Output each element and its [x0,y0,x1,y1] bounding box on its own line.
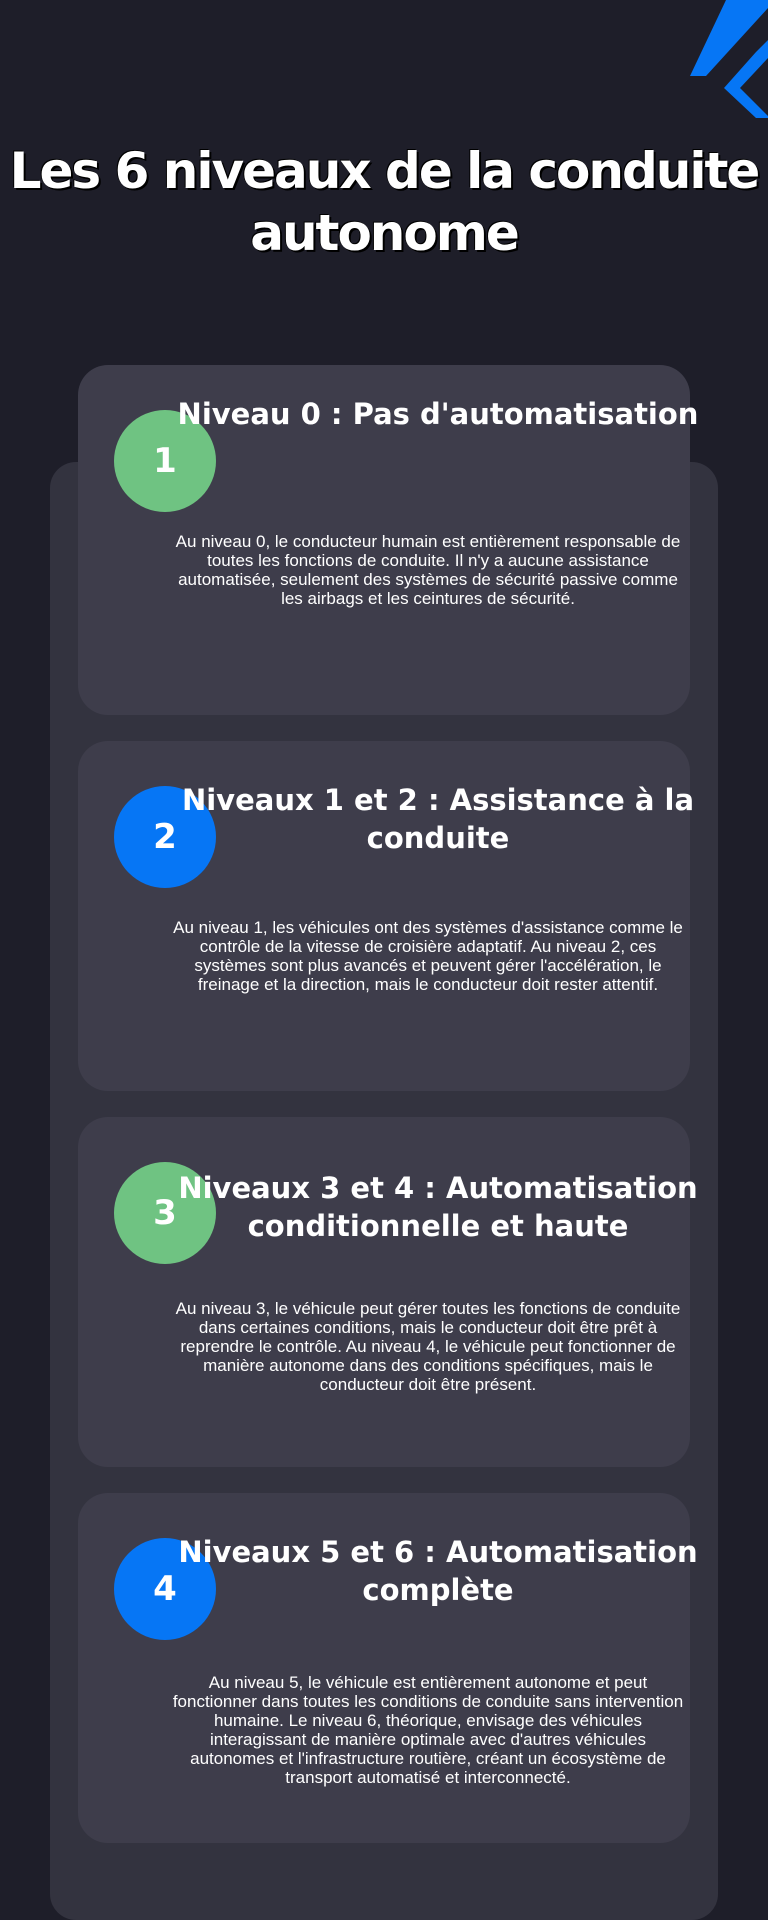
level-description: Au niveau 3, le véhicule peut gérer toutes les fonctions de conduite dans certaines conditions, mais le conducteur doit être prêt à reprendre le contrôle. Au niveau 4, le véhicule peut fonctionner de manière autonome dans des conditions spécifiques, mais le conducteur doit être présent. [175,1299,681,1394]
level-description: Au niveau 1, les véhicules ont des systèmes d'assistance comme le contrôle de la vitesse de croisière adaptatif. Au niveau 2, ces systèmes sont plus avancés et peuvent gérer l'accélération, le freinage et la direction, mais le conducteur doit rester attentif. [173,918,683,994]
level-card-0 [78,365,699,715]
step-number-badge: 2 [114,786,216,888]
level-card-3-4 [78,1117,698,1467]
level-title: Niveaux 3 et 4 : Automatisation conditionnelle et haute [178,1171,698,1243]
chevron-arrows-decoration [668,0,768,130]
page-title: Les 6 niveaux de la conduite autonome [9,142,759,262]
level-title: Niveaux 1 et 2 : Assistance à la conduite [181,783,695,855]
level-title: Niveaux 5 et 6 : Automatisation complète [178,1535,698,1607]
level-description: Au niveau 0, le conducteur humain est entièrement responsable de toutes les fonctions de conduite. Il n'y a aucune assistance automatisée, seulement des systèmes de sécurité passive comme les airbags et les ceintures de sécurité. [175,532,681,608]
step-number-badge: 4 [114,1538,216,1640]
level-card-1-2 [78,741,695,1091]
step-number-badge: 3 [114,1162,216,1264]
level-title: Niveau 0 : Pas d'automatisation [177,397,699,431]
step-number-badge: 1 [114,410,216,512]
level-description: Au niveau 5, le véhicule est entièrement autonome et peut fonctionner dans toutes les conditions de conduite sans intervention humaine. Le niveau 6, théorique, envisage des véhicules interagissant de manière optimale avec d'autres véhicules autonomes et l'infrastructure routière, créant un écosystème de transport automatisé et interconnecté. [172,1673,684,1787]
level-card-5-6 [78,1493,698,1843]
